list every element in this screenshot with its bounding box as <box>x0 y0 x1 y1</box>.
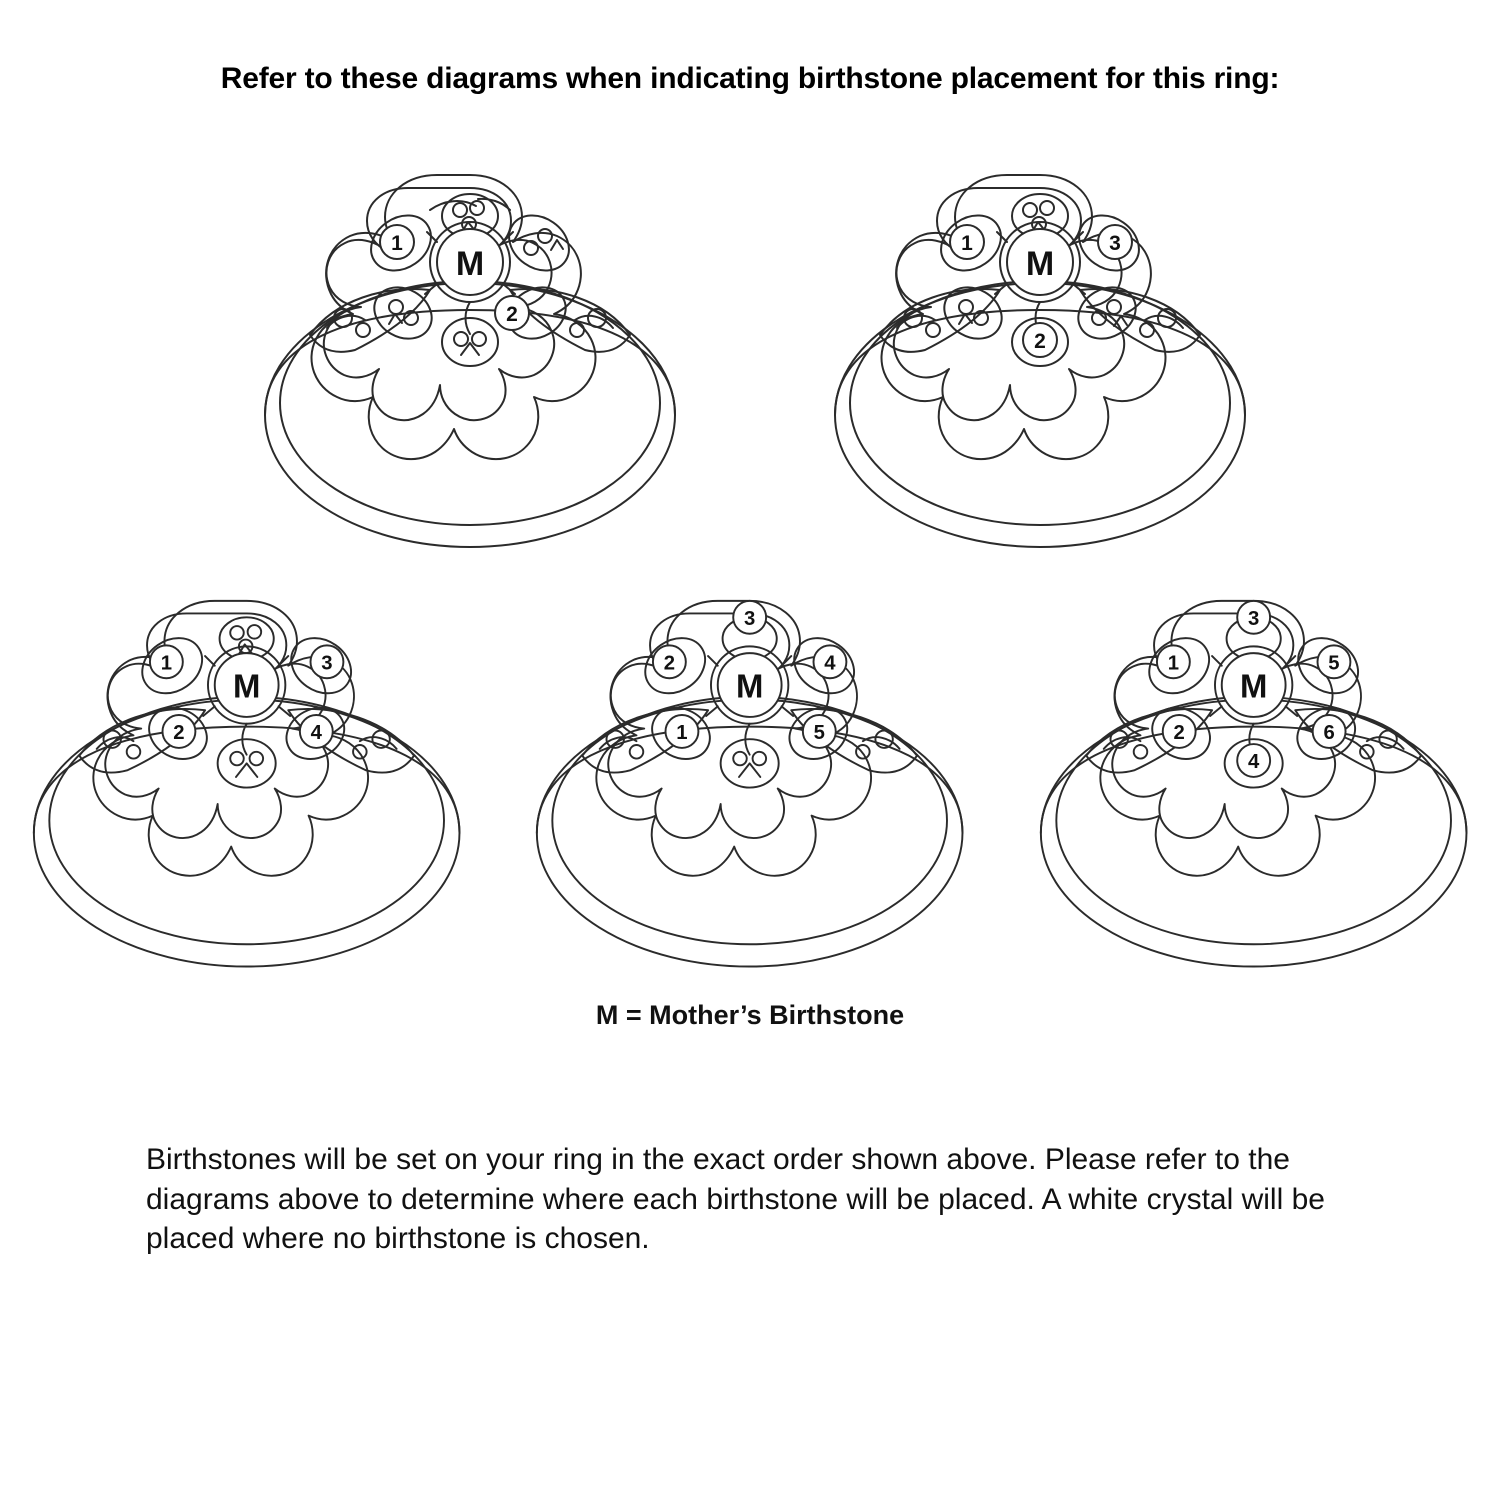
stone-label-3: 3 <box>1247 608 1259 631</box>
stone-label-M: M <box>1239 667 1268 705</box>
stone-label-2: 2 <box>1034 330 1046 353</box>
stone-label-1: 1 <box>961 232 973 255</box>
stone-label-1: 1 <box>391 232 403 255</box>
stone-label-2: 2 <box>506 303 518 326</box>
stone-label-M: M <box>455 245 485 283</box>
stone-label-3: 3 <box>744 608 756 631</box>
stone-label-4: 4 <box>824 652 836 675</box>
ring-diagram-5-stones <box>503 570 996 980</box>
ring-diagram-6-stones <box>1007 570 1500 980</box>
stone-label-4: 4 <box>310 722 322 745</box>
ring-diagram-3-stones <box>785 150 1295 560</box>
stone-label-2: 2 <box>173 722 185 745</box>
stone-label-2: 2 <box>1173 722 1185 745</box>
ring-diagram-2-stones <box>215 150 725 560</box>
stone-label-1: 1 <box>160 652 173 675</box>
stone-label-5: 5 <box>1327 652 1340 675</box>
stone-label-3: 3 <box>1109 232 1121 255</box>
stone-label-M: M <box>1025 245 1055 283</box>
footnote-text: Birthstones will be set on your ring in the exact order shown above. Please refer to the diagrams above to determine where each birthstone will be placed. A white crystal will be placed where no birthstone is chosen. <box>146 1143 1325 1256</box>
stone-label-4: 4 <box>1247 751 1259 774</box>
ring-diagram-4-stones <box>0 570 493 980</box>
stone-label-1: 1 <box>676 722 688 745</box>
stone-label-2: 2 <box>664 652 676 675</box>
page-title: Refer to these diagrams when indicating birthstone placement for this ring: <box>220 62 1280 95</box>
stone-label-5: 5 <box>813 722 826 745</box>
diagram-row-top <box>10 150 1500 560</box>
stone-label-M: M <box>736 667 764 705</box>
stone-label-1: 1 <box>1167 652 1179 675</box>
legend-mother-birthstone: M = Mother’s Birthstone <box>595 1000 905 1030</box>
ring-diagram-grid <box>0 150 1500 980</box>
stone-label-3: 3 <box>321 652 333 675</box>
stone-label-M: M <box>232 667 261 705</box>
diagram-row-bottom <box>0 570 1500 980</box>
stone-label-6: 6 <box>1323 722 1335 745</box>
